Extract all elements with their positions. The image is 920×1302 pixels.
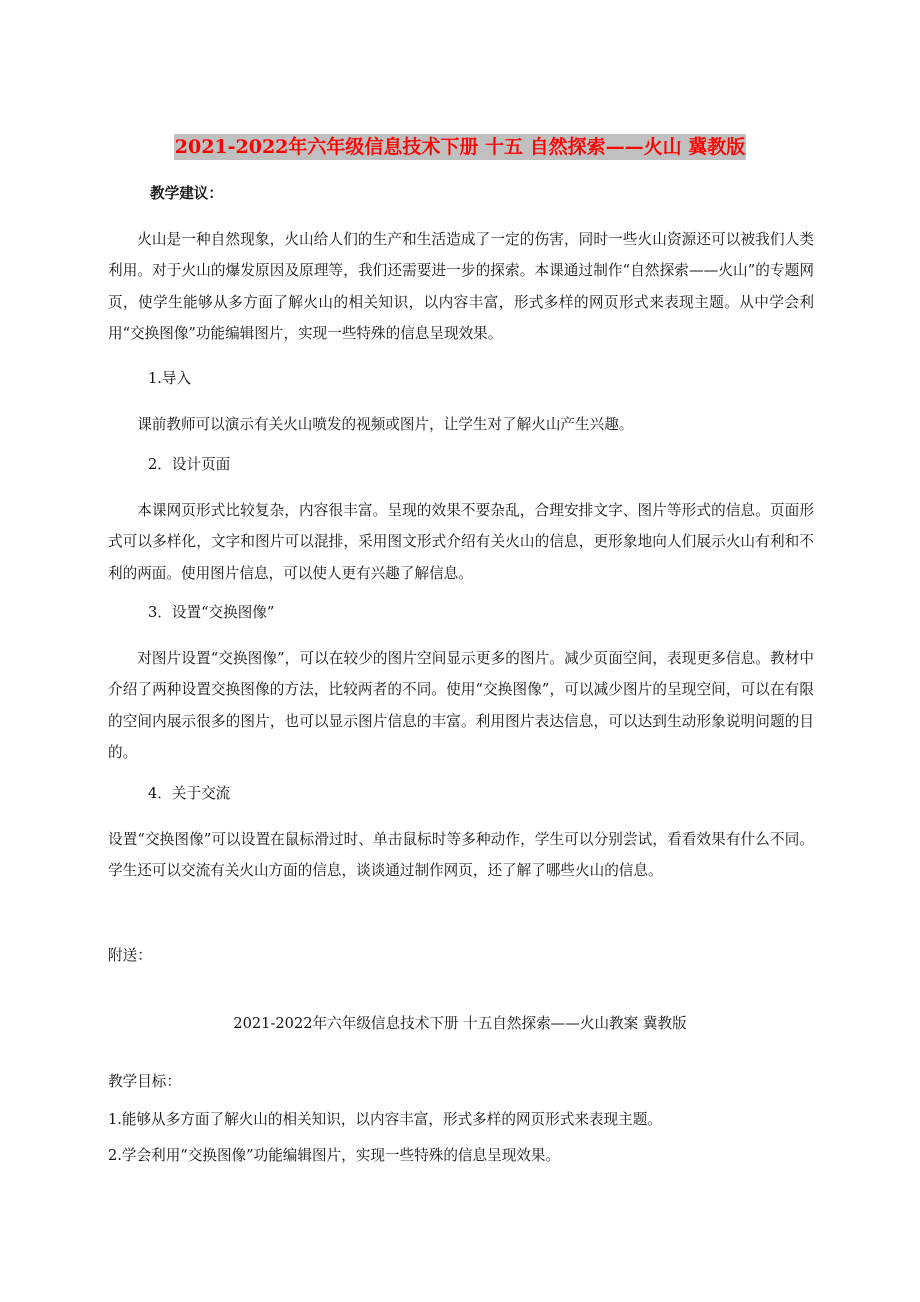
objectives-heading: 教学目标： <box>108 1073 181 1090</box>
section-body-1: 课前教师可以演示有关火山喷发的视频或图片，让学生对了解火山产生兴趣。 <box>137 416 634 433</box>
title-container <box>0 134 920 160</box>
section-heading-4: 4．关于交流 <box>148 785 231 802</box>
section-heading-2: 2．设计页面 <box>148 456 231 473</box>
appendix-title: 2021-2022年六年级信息技术下册 十五自然探索——火山教案 冀教版 <box>233 1015 687 1032</box>
section-body-3: 对图片设置“交换图像”，可以在较少的图片空间显示更多的图片。减少页面空间，表现更多信息。教材中介绍了两种设置交换图像的方法，比较两者的不同。使用“交换图像”，可以减少图片的呈现空间，可以在有限的空间内展示很多的图片，也可以显示图片信息的丰富。利用图片表达信息，可以达到生动形象说明问题的目的。 <box>108 650 814 761</box>
section-body-2: 本课网页形式比较复杂，内容很丰富。呈现的效果不要杂乱，合理安排文字、图片等形式的信息。页面形式可以多样化，文字和图片可以混排，采用图文形式介绍有关火山的信息，更形象地向人们展示火山有利和不利的两面。使用图片信息，可以使人更有兴趣了解信息。 <box>108 502 814 582</box>
appendix-label: 附送： <box>108 947 152 964</box>
section-heading-3: 3．设置“交换图像” <box>148 604 275 621</box>
section-heading-1: 1.导入 <box>148 370 192 387</box>
objective-item-2: 2.学会利用“交换图像”功能编辑图片，实现一些特殊的信息呈现效果。 <box>108 1147 561 1164</box>
objective-item-1: 1.能够从多方面了解火山的相关知识，以内容丰富，形式多样的网页形式来表现主题。 <box>108 1111 662 1128</box>
teaching-suggestion-heading: 教学建议： <box>150 185 223 202</box>
section-body-4: 设置“交换图像”可以设置在鼠标滑过时、单击鼠标时等多种动作，学生可以分别尝试，看看效果有什么不同。学生还可以交流有关火山方面的信息，谈谈通过制作网页，还了解了哪些火山的信息。 <box>108 831 814 880</box>
intro-paragraph: 火山是一种自然现象，火山给人们的生产和生活造成了一定的伤害，同时一些火山资源还可以被我们人类利用。对于火山的爆发原因及原理等，我们还需要进一步的探索。本课通过制作“自然探索——火山”的专题网页，使学生能够从多方面了解火山的相关知识，以内容丰富，形式多样的网页形式来表现主题。从中学会利用“交换图像”功能编辑图片，实现一些特殊的信息呈现效果。 <box>108 231 814 342</box>
document-title: 2021-2022年六年级信息技术下册 十五 自然探索——火山 冀教版 <box>174 136 746 158</box>
